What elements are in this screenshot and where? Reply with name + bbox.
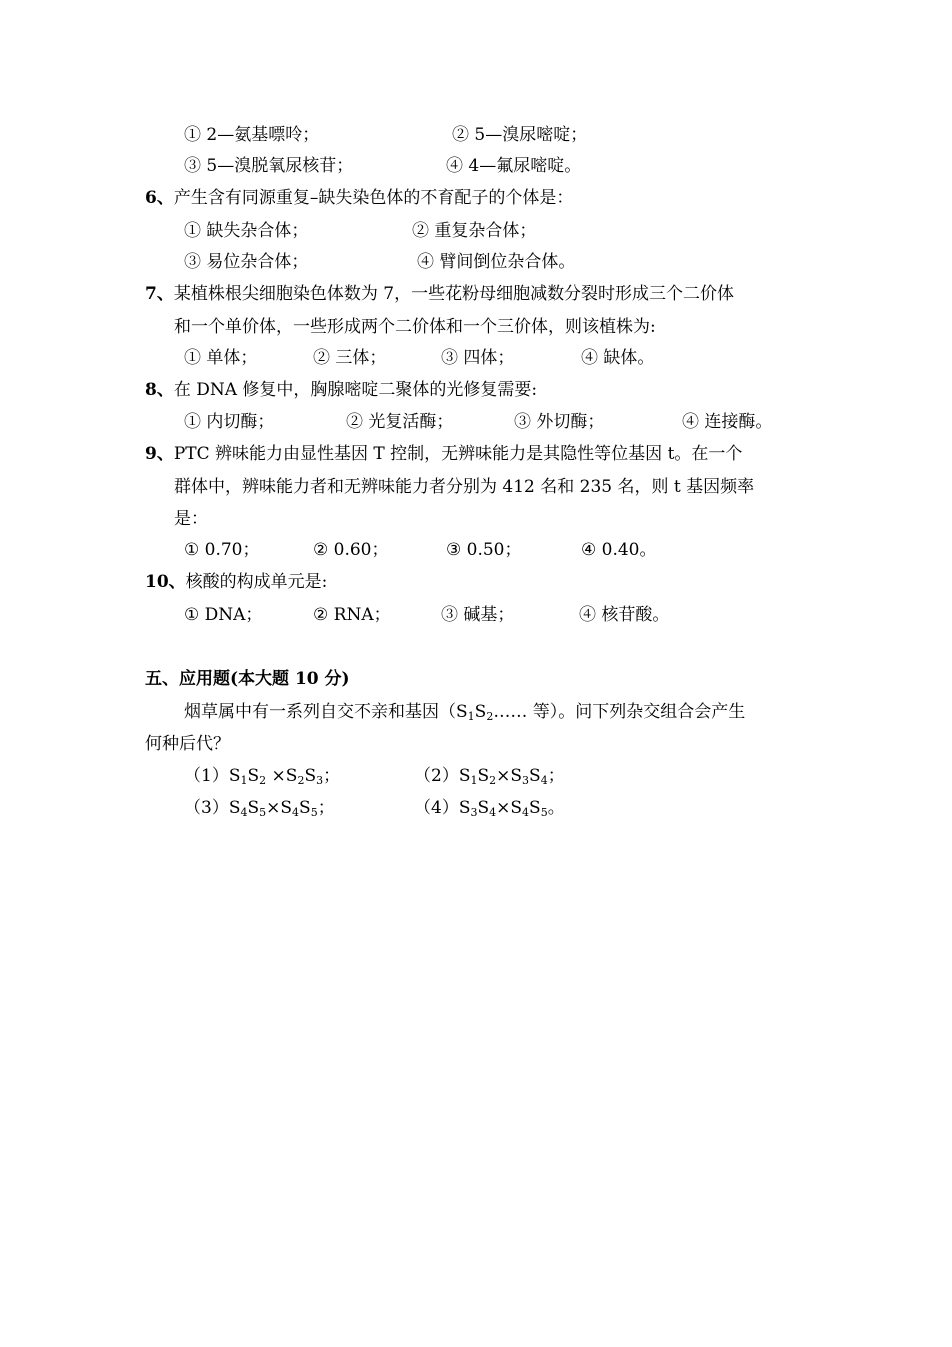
gene: S (529, 798, 541, 818)
q7-option-3: ③ 四体； (441, 348, 515, 368)
q7-option-1: ① 单体； (184, 348, 258, 368)
subscript: 2 (259, 774, 267, 787)
q6-stem (145, 187, 573, 209)
q6-option-3: ③ 易位杂合体； (184, 252, 309, 272)
cross-label: （2） (414, 766, 459, 786)
gene: S (280, 798, 293, 818)
q5-option-2: ② 5—溴尿嘧啶； (452, 125, 588, 145)
cross-symbol: × (496, 766, 511, 786)
q8-stem (145, 379, 537, 401)
subscript: 4 (540, 774, 548, 787)
q8-option-3: ③ 外切酶； (514, 412, 605, 432)
section-5-paragraph-line2: 何种后代？ (145, 734, 230, 754)
subscript: 4 (292, 806, 300, 819)
gene: S (510, 798, 523, 818)
gene: S (228, 766, 241, 786)
q10-option-3: ③ 碱基； (441, 605, 515, 625)
q6-number: 6、 (145, 188, 174, 208)
subscript: 5 (259, 806, 267, 819)
gene: S (458, 798, 471, 818)
cross-symbol: × (266, 766, 286, 786)
gene: S (228, 798, 241, 818)
section-5-paragraph-line1 (184, 701, 745, 723)
subscript: 4 (522, 806, 530, 819)
q6-option-2: ② 重复杂合体； (412, 221, 537, 241)
q9-stem-line3: 是： (174, 509, 208, 529)
gene: S (510, 766, 523, 786)
q5-option-3: ③ 5—溴脱氧尿核苷； (184, 156, 354, 176)
subscript: 3 (316, 774, 324, 787)
subscript: 4 (489, 806, 497, 819)
q9-option-3: ③ 0.50； (446, 540, 522, 560)
gene: S (458, 766, 471, 786)
gene: S (529, 766, 541, 786)
cross-symbol: × (266, 798, 281, 818)
punct: ； (547, 766, 565, 786)
subscript: 2 (297, 774, 305, 787)
q9-option-1: ① 0.70； (184, 540, 260, 560)
q7-option-2: ② 三体； (313, 348, 387, 368)
cross-1 (184, 765, 340, 787)
punct: 。 (547, 798, 565, 818)
subscript: 1 (467, 710, 475, 723)
punct: ； (323, 766, 341, 786)
q10-number: 10、 (145, 572, 186, 592)
q8-option-4: ④ 连接酶。 (682, 412, 773, 432)
q8-option-1: ① 内切酶； (184, 412, 275, 432)
q8-option-2: ② 光复活酶； (346, 412, 454, 432)
gene: S (304, 766, 317, 786)
gene: S (477, 766, 490, 786)
para-text: 烟草属中有一系列自交不亲和基因（S (184, 702, 468, 722)
subscript: 3 (470, 806, 478, 819)
cross-label: （3） (184, 798, 229, 818)
para-text: …… 等）。问下列杂交组合会产生 (493, 702, 746, 722)
subscript: 5 (540, 806, 548, 819)
q10-stem (145, 571, 327, 593)
q9-text-line1: PTC 辨味能力由显性基因 T 控制，无辨味能力是其隐性等位基因 t。在一个 (173, 444, 743, 464)
cross-symbol: × (496, 798, 511, 818)
q10-option-2: ② RNA； (313, 605, 391, 625)
section-5-title: 五、应用题(本大题 10 分) (145, 669, 350, 689)
q7-stem-line1 (145, 283, 734, 305)
q6-option-1: ① 缺失杂合体； (184, 221, 309, 241)
subscript: 2 (486, 710, 494, 723)
q6-text: 产生含有同源重复–缺失染色体的不育配子的个体是： (173, 188, 574, 208)
q9-option-4: ④ 0.40。 (581, 540, 657, 560)
cross-label: （1） (184, 766, 229, 786)
subscript: 5 (310, 806, 318, 819)
q8-number: 8、 (145, 380, 174, 400)
cross-label: （4） (414, 798, 459, 818)
q5-option-4: ④ 4—氟尿嘧啶。 (446, 156, 582, 176)
gene: S (247, 798, 260, 818)
subscript: 1 (240, 774, 248, 787)
q8-text: 在 DNA 修复中，胸腺嘧啶二聚体的光修复需要: (173, 380, 538, 400)
q7-option-4: ④ 缺体。 (581, 348, 655, 368)
q9-option-2: ② 0.60； (313, 540, 389, 560)
cross-2 (414, 765, 565, 787)
gene: S (247, 766, 260, 786)
q7-text-line1: 某植株根尖细胞染色体数为 7，一些花粉母细胞减数分裂时形成三个二价体 (173, 284, 735, 304)
cross-3 (184, 797, 335, 819)
subscript: 4 (240, 806, 248, 819)
para-text: S (474, 702, 487, 722)
gene: S (299, 798, 311, 818)
q5-option-1: ① 2—氨基嘌呤； (184, 125, 320, 145)
q9-stem-line1 (145, 443, 742, 465)
q9-number: 9、 (145, 444, 174, 464)
q7-stem-line2: 和一个单价体，一些形成两个二价体和一个三价体，则该植株为: (174, 317, 656, 337)
gene: S (285, 766, 298, 786)
subscript: 2 (489, 774, 497, 787)
q10-option-4: ④ 核苷酸。 (579, 605, 670, 625)
subscript: 1 (470, 774, 478, 787)
q10-text: 核酸的构成单元是: (185, 572, 328, 592)
subscript: 3 (522, 774, 530, 787)
q9-stem-line2: 群体中，辨味能力者和无辨味能力者分别为 412 名和 235 名，则 t 基因频率 (174, 477, 755, 497)
gene: S (477, 798, 490, 818)
punct: ； (317, 798, 335, 818)
cross-4 (414, 797, 565, 819)
q7-number: 7、 (145, 284, 174, 304)
q6-option-4: ④ 臂间倒位杂合体。 (417, 252, 576, 272)
q10-option-1: ① DNA； (184, 605, 263, 625)
